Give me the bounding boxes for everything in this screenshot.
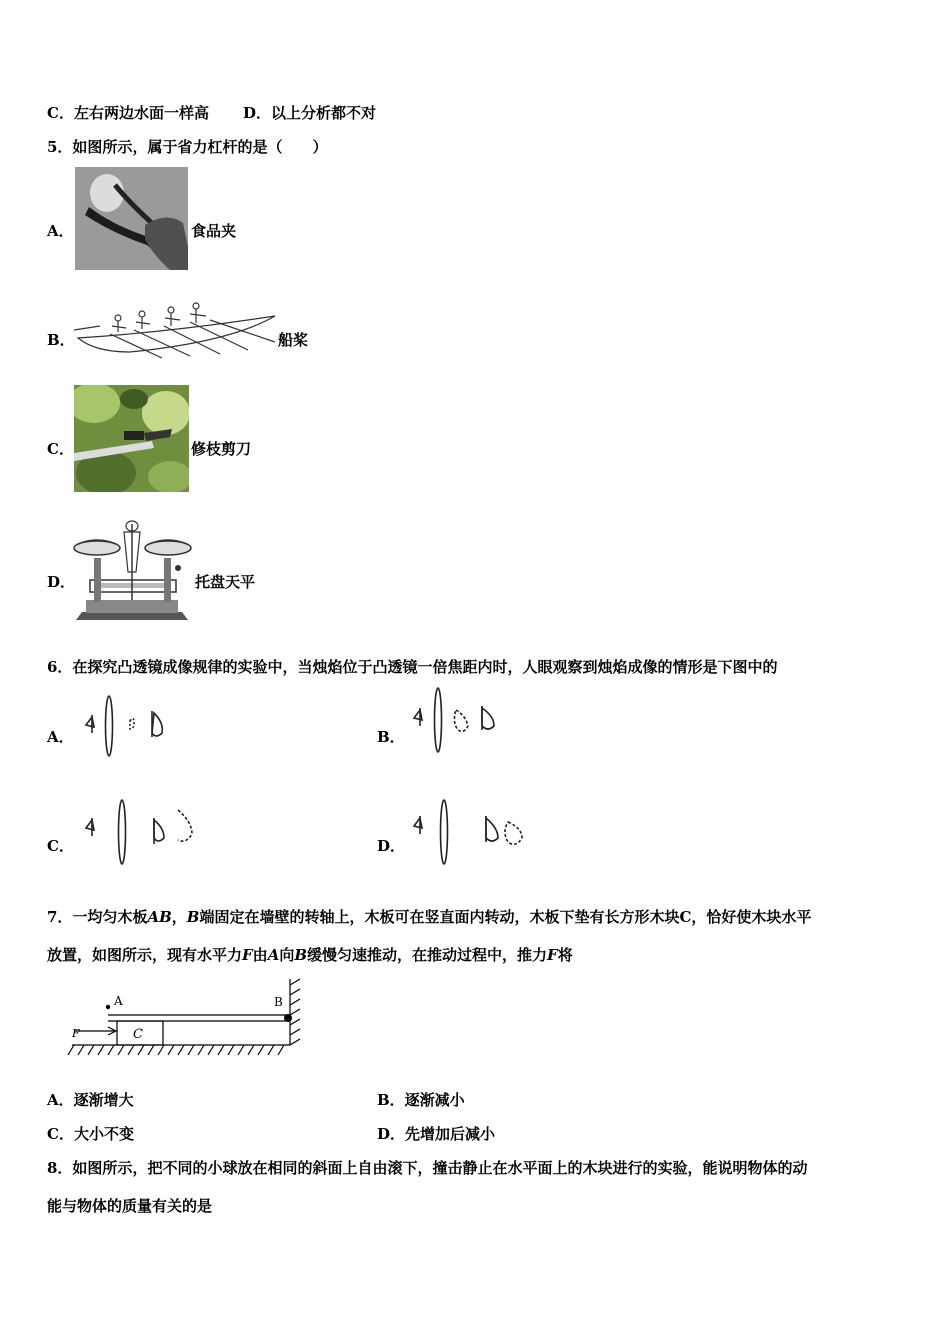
- q5-option-d-letter: D．: [47, 573, 76, 591]
- q5-option-a-letter: A．: [47, 222, 74, 240]
- diagram-label-f: F: [72, 1027, 80, 1040]
- q7-option-c: C．大小不变: [47, 1125, 134, 1143]
- q8-stem-line1: 8．如图所示，把不同的小球放在相同的斜面上自由滚下，撞击静止在水平面上的木块进行的实验，能说明物体的动: [47, 1159, 808, 1177]
- q5-stem: 5．如图所示，属于省力杠杆的是（ ）: [47, 138, 328, 156]
- lever-board-diagram: [60, 975, 310, 1070]
- q5-option-c-caption: 修枝剪刀: [191, 440, 252, 458]
- q7-stem-line2: 放置，如图所示，现有水平力F由A向B缓慢匀速推动，在推动过程中，推力F将: [47, 946, 573, 964]
- q5-option-b-letter: B．: [47, 331, 75, 349]
- pruning-shears-photo: [74, 385, 189, 492]
- q7-option-b: B．逐渐减小: [377, 1091, 465, 1109]
- balance-scale-figure: [70, 516, 195, 624]
- q5-option-c-letter: C．: [47, 440, 74, 458]
- diagram-label-c: C: [133, 1027, 143, 1042]
- diagram-label-a: A: [114, 994, 123, 1008]
- rowing-boat-figure: [70, 296, 280, 366]
- q7-option-d: D．先增加后减小: [377, 1125, 496, 1143]
- q6-option-d-letter: D．: [377, 837, 406, 855]
- food-tongs-photo: [75, 167, 188, 270]
- q6-stem: 6．在探究凸透镜成像规律的实验中，当烛焰位于凸透镜一倍焦距内时，人眼观察到烛焰成像的情形是下图中的: [47, 658, 778, 676]
- lens-figure-a: [78, 693, 168, 761]
- q7-stem-line1: 7．一均匀木板AB，B端固定在墙壁的转轴上，木板可在竖直面内转动，木板下垫有长方形木块C，恰好使木块水平: [47, 908, 812, 926]
- q8-stem-line2: 能与物体的质量有关的是: [47, 1197, 213, 1215]
- q5-option-a-caption: 食品夹: [191, 222, 237, 240]
- q6-option-b-letter: B．: [377, 728, 405, 746]
- lens-figure-c: [80, 798, 200, 868]
- q4-option-d: D．以上分析都不对: [243, 104, 377, 122]
- q4-option-c: C．左右两边水面一样高: [47, 104, 209, 122]
- lens-figure-d: [410, 798, 532, 868]
- q5-option-d-caption: 托盘天平: [195, 573, 256, 591]
- q6-option-a-letter: A．: [47, 728, 74, 746]
- q6-option-c-letter: C．: [47, 837, 74, 855]
- diagram-label-b: B: [274, 995, 283, 1009]
- lens-figure-b: [410, 686, 502, 758]
- q5-option-b-caption: 船桨: [278, 331, 309, 349]
- q7-option-a: A．逐渐增大: [47, 1091, 134, 1109]
